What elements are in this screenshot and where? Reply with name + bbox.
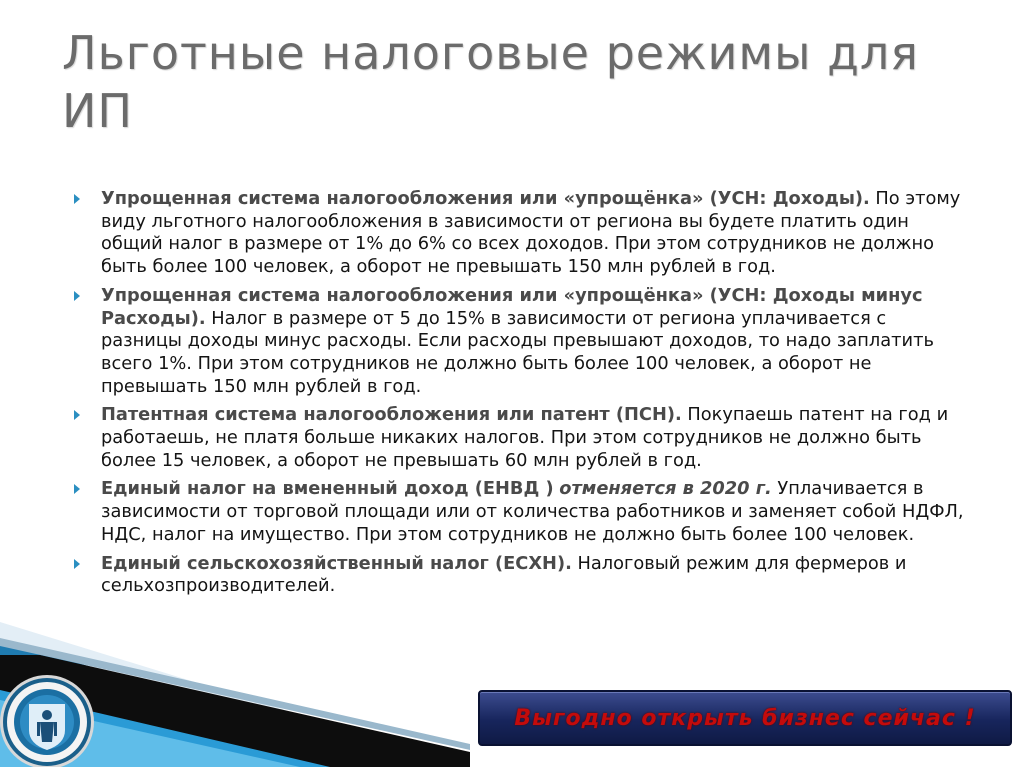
bullet-lead: Упрощенная система налогообложения или «упрощёнка» (УСН: Доходы). <box>101 188 870 209</box>
person-emblem-icon <box>7 682 87 762</box>
bullet-text: Налог в размере от 5 до 15% в зависимости от региона уплачивается с разницы доходы минус расходы. Если расходы превышают доходов, то надо заплатить всего 1%. При этом сотрудников не должно быть более 100 человек, а оборот не превышать 150 млн рублей в год. <box>101 307 934 397</box>
bullet-lead: Единый сельскохозяйственный налог (ЕСХН). <box>101 552 572 574</box>
bullet-text: По этому виду льготного налогообложения в зависимости от региона вы будете платить один общий налог в размере от 1% до 6% со всех доходов. При этом сотрудников не должно быть более 100 человек, а оборот не превышать 150 млн рублей в год. <box>101 188 961 278</box>
slide-title: Льготные налоговые режимы для ИП <box>62 26 919 138</box>
bullet-text: Уплачивается в зависимости от торговой площади или от количества работников и заменяет собой НДФЛ, НДС, налог на имущество. При этом сотрудников не должно быть более 100 человек. <box>101 478 964 545</box>
bullet-lead: Единый налог на вмененный доход (ЕНВД ) <box>101 478 554 500</box>
bullet-note: отменяется в 2020 г. <box>559 478 772 500</box>
emblem-logo <box>7 682 87 762</box>
open-business-button[interactable]: Выгодно открыть бизнес сейчас ! <box>478 690 1012 746</box>
bullet-lead: Упрощенная система налогообложения или «упрощёнка» (УСН: Доходы минус Расходы). <box>101 284 923 329</box>
bullet-text: Налоговый режим для фермеров и сельхозпроизводителей. <box>101 552 907 597</box>
bullet-text: Покупаешь патент на год и работаешь, не платя больше никаких налогов. При этом сотрудников не должно быть более 15 человек, а оборот не превышать 60 млн рублей в год. <box>101 404 949 471</box>
bullet-lead: Патентная система налогообложения или патент (ПСН). <box>101 404 682 426</box>
